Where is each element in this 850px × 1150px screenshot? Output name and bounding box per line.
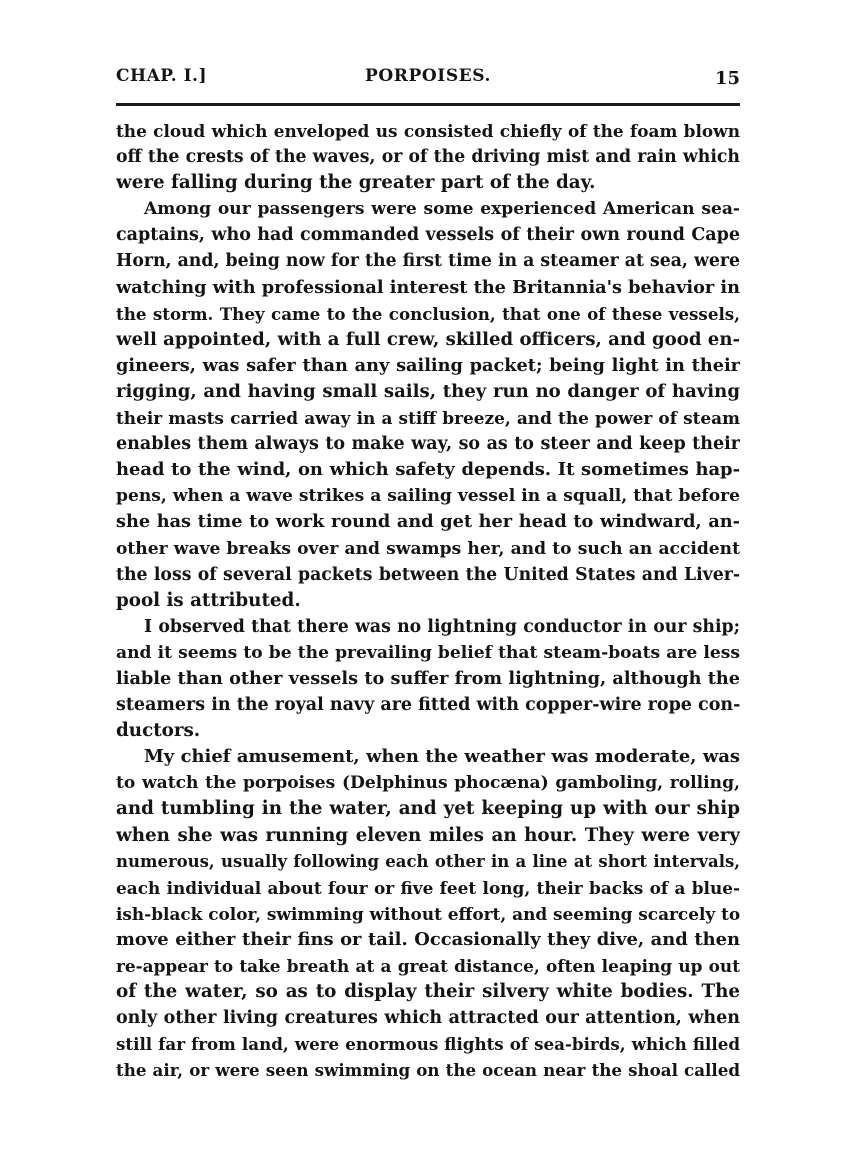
text-line: she has time to work round and get her head to windward, an- [116,511,740,533]
page-title: PORPOISES. [364,66,492,86]
text-line: still far from land, were enormous flights of sea-birds, which filled [116,1034,740,1055]
text-line: each individual about four or five feet long, their backs of a blue- [116,877,740,898]
text-line: numerous, usually following each other in a line at short intervals, [116,851,740,871]
text-line: My chief amusement, when the weather was moderate, was [144,746,740,768]
text-line: off the crests of the waves, or of the driving mist and rain which [116,147,740,168]
header-rule [116,103,740,106]
text-line: and it seems to be the prevailing belief that steam-boats are less [116,642,740,663]
page-number: 15 [714,68,740,89]
text-line: re-appear to take breath at a great distance, often leaping up out [116,956,740,976]
text-line: the cloud which enveloped us consisted chiefly of the foam blown [116,121,740,141]
text-line: and tumbling in the water, and yet keeping up with our ship [116,798,740,820]
text-line: I observed that there was no lightning conductor in our ship; [144,616,740,637]
text-line: Among our passengers were some experienced American sea- [144,199,740,220]
text-line: watching with professional interest the Britannia's behavior in [116,276,740,298]
text-line: were falling during the greater part of the day. [116,172,596,194]
text-line: of the water, so as to display their silvery white bodies. The [116,981,740,1003]
text-line: to watch the porpoises (Delphinus phocæna) gamboling, rolling, [116,773,740,794]
text-line: their masts carried away in a stiff breeze, and the power of steam [116,408,740,429]
text-line: enables them always to make way, so as to steer and keep their [116,434,740,455]
text-line: the storm. They came to the conclusion, that one of these vessels, [116,303,740,324]
text-line: gineers, was safer than any sailing packet; being light in their [116,354,740,376]
text-line: move either their fins or tail. Occasionally they dive, and then [116,928,740,950]
body-text [116,118,740,1083]
text-line: rigging, and having small sails, they run no danger of having [116,380,740,402]
text-line: steamers in the royal navy are fitted with copper-wire rope con- [116,695,740,716]
text-line: well appointed, with a full crew, skilled officers, and good en- [116,328,740,350]
text-line: ish-black color, swimming without effort, and seeming scarcely to [116,903,740,924]
text-line: when she was running eleven miles an hour. They were very [116,824,740,846]
text-line: only other living creatures which attracted our attention, when [116,1008,740,1029]
chapter-reference: CHAP. I.] [116,66,208,86]
running-head [116,66,740,96]
text-line: the air, or were seen swimming on the ocean near the shoal called [116,1060,740,1081]
text-line: other wave breaks over and swamps her, and to such an accident [116,538,740,559]
text-line: head to the wind, on which safety depends. It sometimes hap- [116,459,740,481]
text-line: pens, when a wave strikes a sailing vessel in a squall, that before [116,486,740,507]
text-line: captains, who had commanded vessels of their own round Cape [116,225,740,246]
text-line: the loss of several packets between the United States and Liver- [116,564,740,585]
text-line: ductors. [116,720,201,742]
text-line: pool is attributed. [116,589,301,611]
text-line: liable than other vessels to suffer from lightning, although the [116,667,740,689]
text-line: Horn, and, being now for the first time in a steamer at sea, were [116,251,740,272]
